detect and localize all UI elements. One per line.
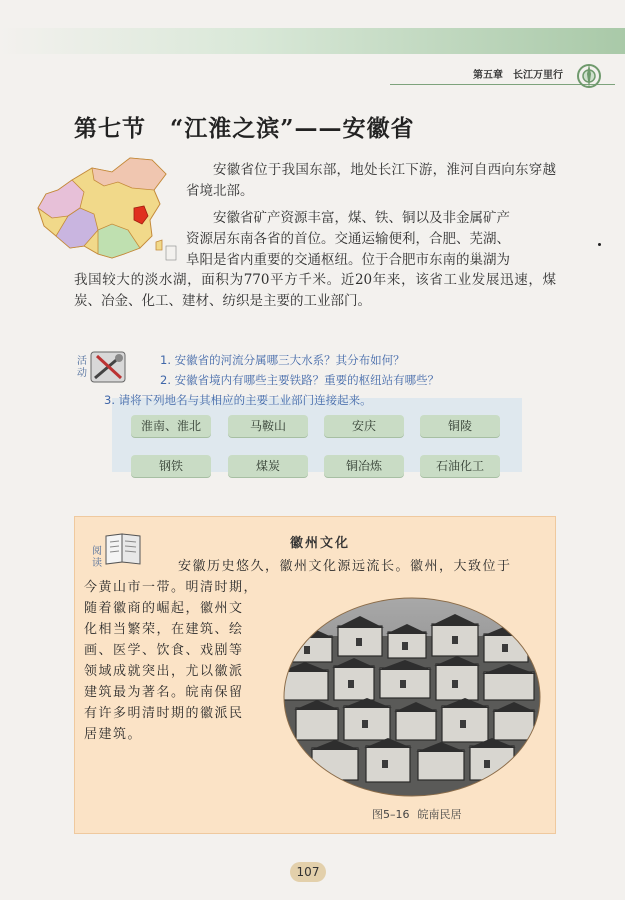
reading-line: 建筑最为著名。皖南保留 <box>84 685 244 700</box>
figure-caption <box>372 806 462 822</box>
reading-line: 画、医学、饮食、戏剧等 <box>84 643 244 658</box>
section-number: 第七节 <box>74 115 146 142</box>
intro-line: 阜阳是省内重要的交通枢纽。位于合肥市东南的巢湖为 <box>186 252 510 268</box>
intro-line: 资源居东南各省的首位。交通运输便利，合肥、芜湖、 <box>186 231 510 247</box>
chapter-title: 长江万里行 <box>513 70 563 81</box>
china-locator-map <box>32 150 180 268</box>
reading-line: 今黄山市一带。明清时期， <box>84 580 259 595</box>
reading-line: 居建筑。 <box>84 727 143 742</box>
chapter-number: 第五章 <box>473 70 503 81</box>
reading-line: 随着徽商的崛起，徽州文 <box>84 601 244 616</box>
industry-petrochemical: 石油化工 <box>420 455 500 477</box>
header-band <box>0 28 625 54</box>
activity-question-3: 3. 请将下列地名与其相应的主要工业部门连接起来。 <box>104 393 372 407</box>
reading-line: 有许多明清时期的徽派民 <box>84 706 244 721</box>
activity-question-2: 2. 安徽省境内有哪些主要铁路？重要的枢纽站有哪些？ <box>160 373 440 387</box>
compass-icon <box>575 62 603 90</box>
intro-paragraph-2 <box>186 208 556 271</box>
place-maanshan: 马鞍山 <box>228 415 308 437</box>
reading-label: 阅读 <box>92 546 102 569</box>
page-number: 107 <box>290 862 326 882</box>
figure-number: 图5–16 <box>372 808 410 821</box>
industry-coal: 煤炭 <box>228 455 308 477</box>
activity-question-1: 1. 安徽省的河流分属哪三大水系？其分布如何？ <box>160 353 405 367</box>
place-huainan-huaibei: 淮南、淮北 <box>131 415 211 437</box>
intro-line: 安徽省矿产资源丰富，煤、铁、铜以及非金属矿产 <box>213 210 510 226</box>
place-anqing: 安庆 <box>324 415 404 437</box>
reading-line: 化相当繁荣，在建筑、绘 <box>84 622 244 637</box>
scan-speck <box>598 243 601 246</box>
section-title <box>74 110 414 150</box>
industry-steel: 钢铁 <box>131 455 211 477</box>
industry-copper: 铜冶炼 <box>324 455 404 477</box>
section-name: “江淮之滨”——安徽省 <box>170 115 415 142</box>
place-tongling: 铜陵 <box>420 415 500 437</box>
reading-line: 安徽历史悠久，徽州文化源远流长。徽州，大致位于 <box>178 559 512 574</box>
running-header <box>463 66 563 81</box>
reading-title: 徽州文化 <box>289 536 350 551</box>
southern-anhui-dwellings-photo <box>282 596 542 798</box>
intro-paragraph-1: 安徽省位于我国东部，地处长江下游，淮河自西向东穿越省境北部。 <box>186 162 556 199</box>
figure-caption-text: 皖南民居 <box>417 808 462 821</box>
activity-label: 活动 <box>77 356 87 379</box>
intro-paragraph-2-continued: 我国较大的淡水湖，面积为770平方千米。近20年来，该省工业发展迅速，煤炭、冶金、化工、建材、纺织是主要的工业部门。 <box>74 272 556 309</box>
reading-line: 领域成就突出，尤以徽派 <box>84 664 244 679</box>
